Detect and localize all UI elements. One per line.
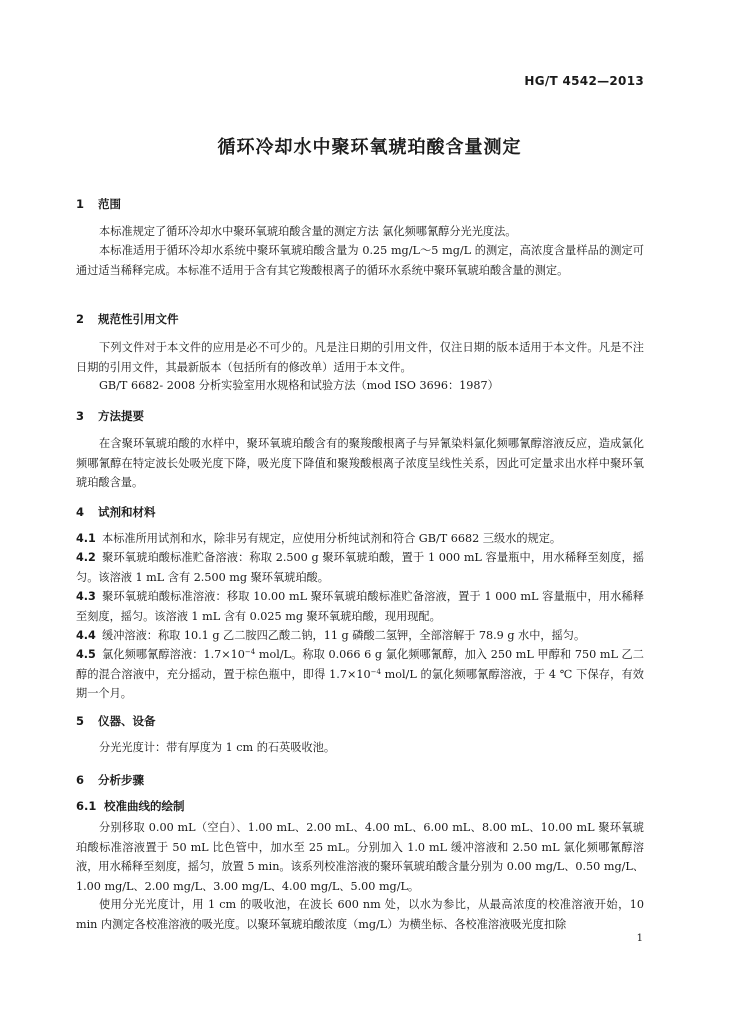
clause-number: 4.1 — [76, 532, 96, 545]
reference-entry: GB/T 6682- 2008 分析实验室用水规格和试验方法（mod ISO 3696：1987） — [99, 379, 499, 392]
page-number: 1 — [636, 933, 643, 944]
paragraph: 在含聚环氧琥珀酸的水样中，聚环氧琥珀酸含有的聚羧酸根离子与异氰染料氯化频哪氰醇溶液反应，造成氯化频哪氰醇在特定波长处吸光度下降，吸光度下降值和聚羧酸根离子浓度呈线性关系，因此可定量求出水样中聚环氧琥珀酸含量。 — [76, 437, 644, 489]
clause-number: 4.3 — [76, 590, 96, 603]
section-3-heading — [76, 408, 144, 424]
section-title: 范围 — [98, 197, 121, 211]
clause-text: mol/L。称取 0.066 6 g 氯化频哪氰醇，加入 250 mL 甲醇和 750 mL 乙二醇的混合溶液中，充分摇动，置于棕色瓶中，即得 1.7×10 — [76, 648, 644, 681]
section-title: 方法提要 — [98, 409, 144, 423]
paragraph: 使用分光光度计，用 1 cm 的吸收池，在波长 600 nm 处，以水为参比，从最高浓度的校准溶液开始，10 min 内测定各校准溶液的吸光度。以聚环氧琥珀酸浓度（mg/L）为横坐标、各校准溶液吸光度扣除 — [76, 898, 644, 931]
subsection-number: 6.1 — [76, 799, 97, 813]
clause-text: 缓冲溶液：称取 10.1 g 乙二胺四乙酸二钠，11 g 磷酸二氢钾，全部溶解于 78.9 g 水中，摇匀。 — [102, 629, 586, 642]
clause-text: 本标准所用试剂和水，除非另有规定，应使用分析纯试剂和符合 GB/T 6682 三级水的规定。 — [102, 532, 562, 545]
section-5-heading — [76, 713, 156, 729]
paragraph: 下列文件对于本文件的应用是必不可少的。凡是注日期的引用文件，仅注日期的版本适用于本文件。凡是不注日期的引用文件，其最新版本（包括所有的修改单）适用于本文件。 — [76, 341, 644, 374]
clause-number: 4.5 — [76, 648, 96, 661]
paragraph: 分光光度计：带有厚度为 1 cm 的石英吸收池。 — [99, 741, 336, 754]
section-2-heading — [76, 311, 179, 327]
clause-text: 氯化频哪氰醇溶液：1.7×10 — [102, 648, 245, 661]
clause-4-3 — [76, 587, 644, 626]
section-6-heading — [76, 772, 144, 788]
subsection-6-1-heading — [76, 798, 185, 814]
standard-number: HG/T 4542—2013 — [524, 74, 644, 88]
clause-4-5 — [76, 645, 644, 704]
exponent: −4 — [244, 648, 256, 656]
clause-number: 4.2 — [76, 551, 96, 564]
clause-number: 4.4 — [76, 629, 96, 642]
clause-text: 聚环氧琥珀酸标准溶液：移取 10.00 mL 聚环氧琥珀酸标准贮备溶液，置于 1 000 mL 容量瓶中，用水稀释至刻度，摇匀。该溶液 1 mL 含有 0.025 mg 聚环氧琥珀酸，现用现配。 — [76, 590, 644, 623]
section-number: 6 — [76, 773, 85, 787]
subsection-title: 校准曲线的绘制 — [104, 799, 185, 813]
exponent: −4 — [370, 667, 381, 676]
section-1-heading — [76, 196, 121, 212]
clause-text: mol/L 的氯化频哪氰醇溶液，于 4 ℃ 下保存，有效期一个月。 — [76, 667, 644, 700]
section-title: 规范性引用文件 — [98, 312, 179, 326]
clause-text: 聚环氧琥珀酸标准贮备溶液：称取 2.500 g 聚环氧琥珀酸，置于 1 000 mL 容量瓶中，用水稀释至刻度，摇匀。该溶液 1 mL 含有 2.500 mg 聚环氧琥珀酸。 — [76, 551, 644, 584]
section-number: 3 — [76, 409, 85, 423]
section-title: 分析步骤 — [98, 773, 144, 787]
paragraph: 本标准规定了循环冷却水中聚环氧琥珀酸含量的测定方法 氯化频哪氰醇分光光度法。 — [99, 225, 517, 238]
clause-4-4 — [76, 626, 644, 646]
clause-4-1 — [76, 529, 644, 549]
section-number: 5 — [76, 714, 85, 728]
section-title: 试剂和材料 — [98, 505, 156, 519]
section-title: 仪器、设备 — [98, 714, 156, 728]
section-number: 4 — [76, 505, 85, 519]
section-number: 1 — [76, 197, 85, 211]
section-number: 2 — [76, 312, 85, 326]
paragraph: 本标准适用于循环冷却水系统中聚环氧琥珀酸含量为 0.25 mg/L～5 mg/L 的测定，高浓度含量样品的测定可通过适当稀释完成。本标准不适用于含有其它羧酸根离子的循环水系统中聚环氧琥珀酸含量的测定。 — [76, 244, 644, 277]
section-4-heading — [76, 504, 156, 520]
paragraph: 分别移取 0.00 mL（空白）、1.00 mL、2.00 mL、4.00 mL、6.00 mL、8.00 mL、10.00 mL 聚环氧琥珀酸标准溶液置于 50 mL 比色管中，加水至 25 mL。分别加入 1.0 mL 缓冲溶液和 2.50 mL 氯化频哪氰醇溶液，用水稀释至刻度，摇匀，放置 5 min。该系列校准溶液的聚环氧琥珀酸含量分别为 0.00 mg/L、0.50 mg/L、1.00 mg/L、2.00 mg/L、3.00 mg/L、4.00 mg/L、5.00 mg/L。 — [76, 821, 644, 893]
clause-4-2 — [76, 548, 644, 587]
document-title: 循环冷却水中聚环氧琥珀酸含量测定 — [217, 137, 522, 158]
